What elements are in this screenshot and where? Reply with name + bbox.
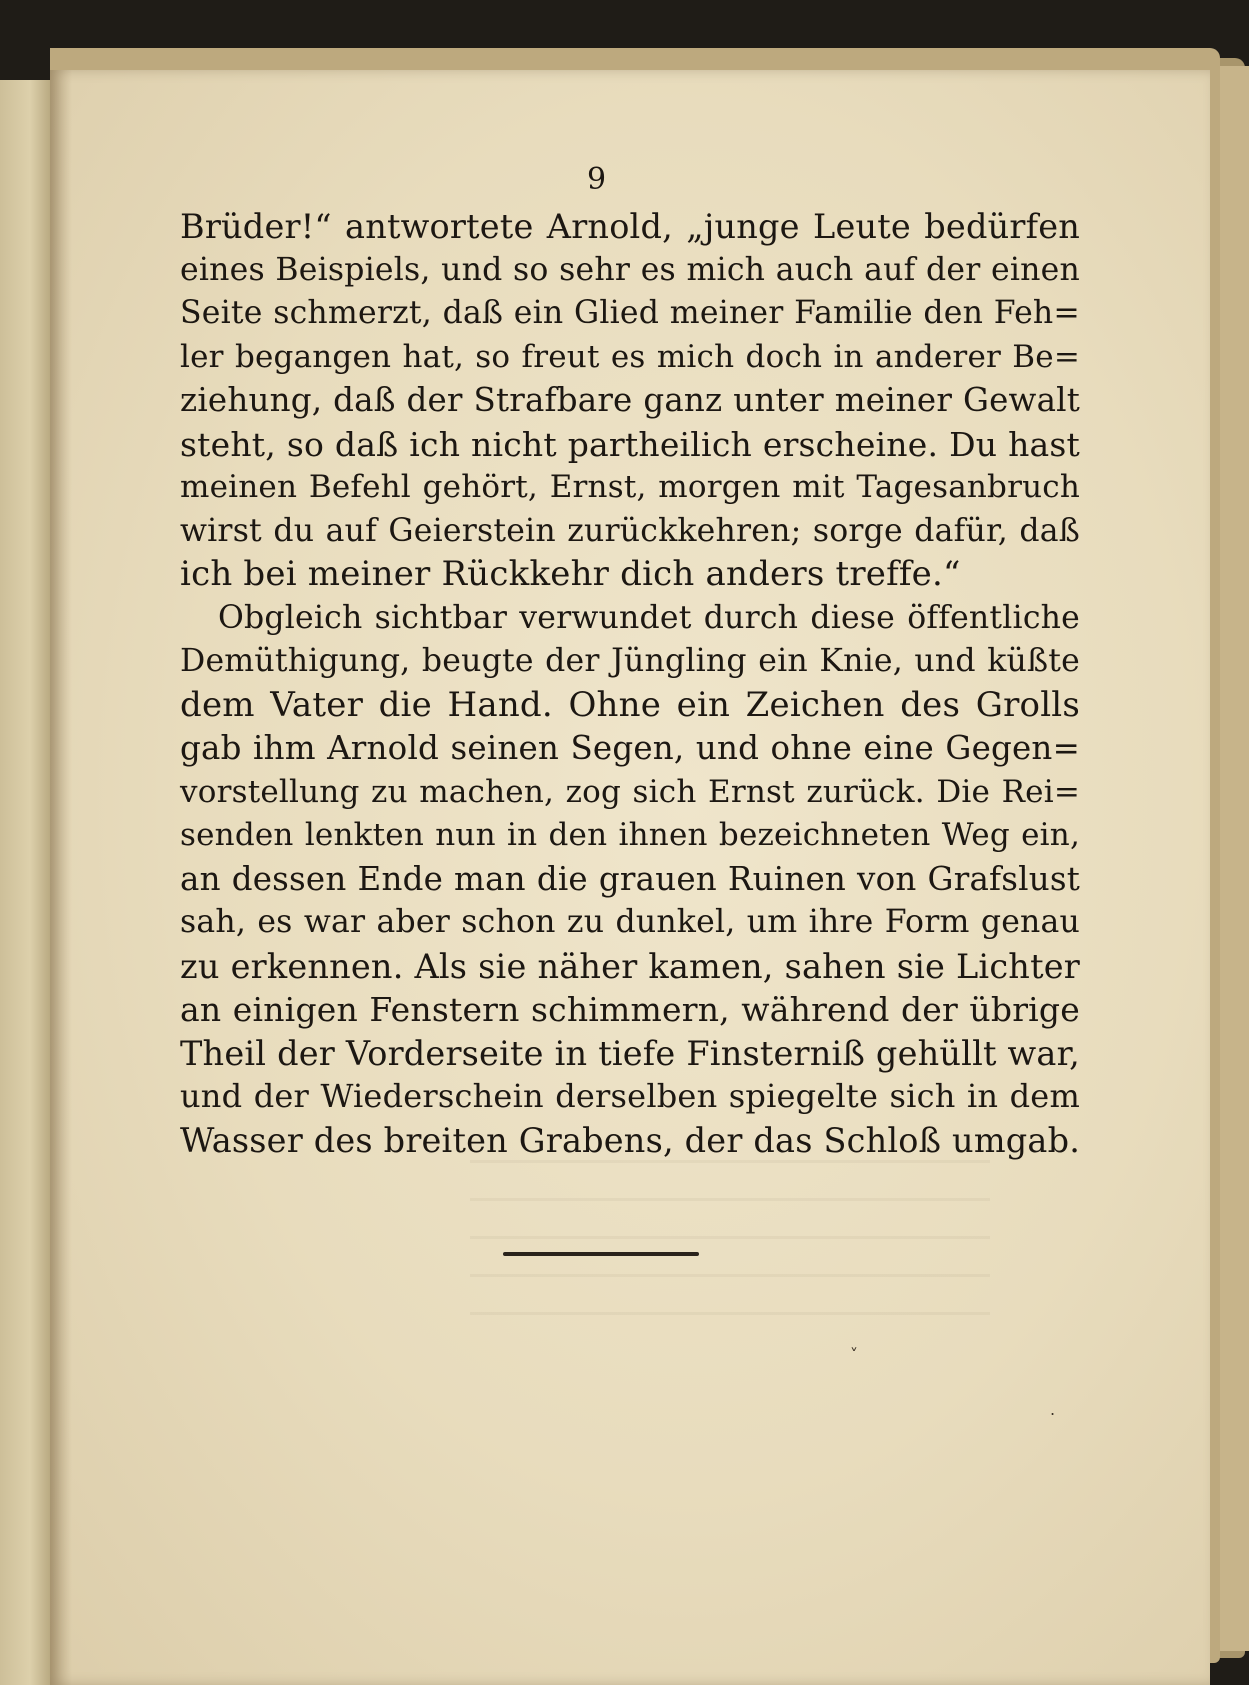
body-text: [180, 205, 1080, 1162]
spine-shadow: [50, 70, 72, 1685]
ink-mark: ˅: [850, 1345, 858, 1364]
text-line: dem Vater die Hand. Ohne ein Zeichen des Grolls: [180, 684, 1080, 725]
show-through-text: [470, 1160, 990, 1330]
text-line: eines Beispiels, und so sehr es mich auch auf der einen: [180, 251, 1080, 288]
text-line: sah, es war aber schon zu dunkel, um ihre Form genau: [180, 904, 1080, 940]
ink-mark: .: [1050, 1400, 1056, 1419]
text-line: Obgleich sichtbar verwundet durch diese öffentliche: [218, 599, 1080, 636]
text-line: Demüthigung, beugte der Jüngling ein Knie, und küßte: [180, 643, 1080, 679]
text-line: ziehung, daß der Strafbare ganz unter meiner Gewalt: [180, 381, 1080, 419]
text-line: an einigen Fenstern schimmern, während der übrige: [180, 990, 1080, 1029]
text-line: zu erkennen. Als sie näher kamen, sahen sie Lichter: [180, 946, 1080, 986]
text-line: Seite schmerzt, daß ein Glied meiner Familie den Feh=: [180, 295, 1080, 331]
text-line: ich bei meiner Rückkehr dich anders treffe.“: [180, 554, 961, 594]
text-line: senden lenkten nun in den ihnen bezeichneten Weg ein,: [180, 817, 1080, 853]
text-line: meinen Befehl gehört, Ernst, morgen mit Tagesanbruch: [180, 469, 1080, 505]
text-line: an dessen Ende man die grauen Ruinen von Grafslust: [180, 859, 1080, 898]
book-page: [50, 70, 1210, 1685]
text-line: Theil der Vorderseite in tiefe Finsterniß gehüllt war,: [180, 1033, 1080, 1073]
end-rule: [503, 1252, 699, 1256]
text-line: vorstellung zu machen, zog sich Ernst zurück. Die Rei=: [180, 773, 1080, 810]
text-line: ler begangen hat, so freut es mich doch in anderer Be=: [180, 338, 1080, 375]
text-line: Wasser des breiten Grabens, der das Schloß umgab.: [180, 1120, 1081, 1160]
page-number: 9: [587, 162, 607, 197]
facing-page-edge: [0, 80, 50, 1685]
text-line: gab ihm Arnold seinen Segen, und ohne eine Gegen=: [180, 729, 1080, 767]
text-line: wirst du auf Geierstein zurückkehren; sorge dafür, daß: [180, 512, 1080, 549]
text-line: und der Wiederschein derselben spiegelte sich in dem: [180, 1077, 1080, 1115]
text-line: steht, so daß ich nicht partheilich erscheine. Du hast: [180, 424, 1080, 464]
text-line: Brüder!“ antwortete Arnold, „junge Leute bedürfen: [180, 207, 1080, 246]
